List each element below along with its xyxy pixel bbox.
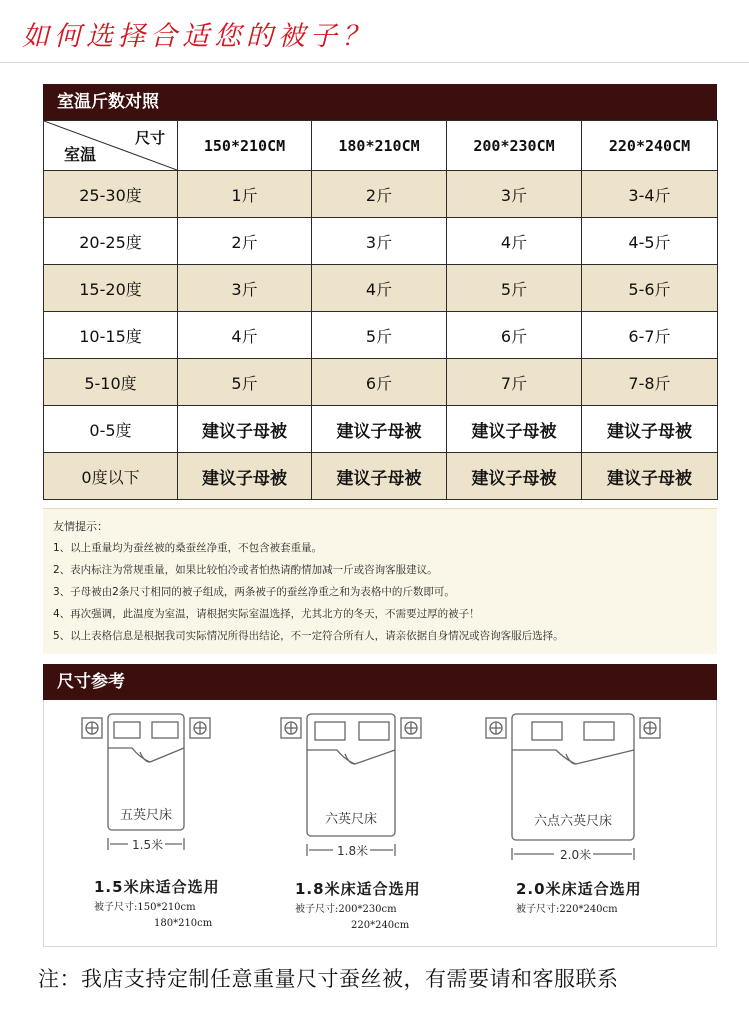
- fit-size: 被子尺寸:150*210cm: [94, 902, 196, 913]
- header-size-2: 180*210CM: [312, 121, 447, 171]
- weight-cell: 7斤: [447, 359, 582, 406]
- weight-cell: 4斤: [447, 218, 582, 265]
- bed-diagram-66ft: [484, 712, 694, 942]
- temp-cell: 10-15度: [44, 312, 178, 359]
- weight-cell: 5斤: [178, 359, 312, 406]
- fit-title: 2.0米床适合选用: [516, 880, 642, 898]
- table-row: [44, 312, 718, 359]
- table-row: [44, 406, 718, 453]
- weight-cell: 6-7斤: [582, 312, 718, 359]
- weight-cell: 2斤: [312, 171, 447, 218]
- header-size-1: 150*210CM: [178, 121, 312, 171]
- temp-cell: 0度以下: [44, 453, 178, 500]
- corner-temp-label: 室温: [64, 145, 97, 164]
- fit-size: 被子尺寸:200*230cm: [295, 904, 397, 915]
- page-title: 如何选择合适您的被子？: [22, 21, 374, 52]
- weight-cell: 建议子母被: [447, 406, 582, 453]
- weight-cell: 3斤: [447, 171, 582, 218]
- bed-width: 1.5米: [132, 838, 164, 852]
- fit-size: 220*240cm: [351, 920, 410, 931]
- weight-cell: 6斤: [447, 312, 582, 359]
- bed-diagram-6ft: [279, 712, 489, 942]
- table-corner-cell: [44, 121, 178, 171]
- weight-cell: 6斤: [312, 359, 447, 406]
- header-size-4: 220*240CM: [582, 121, 718, 171]
- weight-cell: 5-6斤: [582, 265, 718, 312]
- table-header-row: [44, 121, 718, 171]
- tip-item: 1、以上重量均为蚕丝被的桑蚕丝净重，不包含被套重量。: [53, 542, 323, 554]
- tips-heading: 友情提示：: [53, 520, 108, 533]
- weight-cell: 建议子母被: [312, 406, 447, 453]
- weight-cell: 1斤: [178, 171, 312, 218]
- bed-name: 六英尺床: [324, 812, 377, 827]
- tips-panel: [43, 508, 717, 654]
- temp-cell: 5-10度: [44, 359, 178, 406]
- table-row: [44, 359, 718, 406]
- weight-cell: 5斤: [447, 265, 582, 312]
- weight-cell: 建议子母被: [582, 453, 718, 500]
- weight-cell: 3斤: [178, 265, 312, 312]
- temp-cell: 15-20度: [44, 265, 178, 312]
- corner-size-label: 尺寸: [134, 129, 165, 147]
- temp-cell: 20-25度: [44, 218, 178, 265]
- table-row: [44, 453, 718, 500]
- fit-title: 1.5米床适合选用: [94, 878, 220, 896]
- table-row: [44, 218, 718, 265]
- fit-title: 1.8米床适合选用: [295, 880, 421, 898]
- weight-cell: 4斤: [178, 312, 312, 359]
- table-row: [44, 265, 718, 312]
- footer-note: 注：我店支持定制任意重量尺寸蚕丝被，有需要请和客服联系: [38, 967, 619, 991]
- size-reference-panel: [43, 700, 717, 947]
- table-row: [44, 171, 718, 218]
- weight-cell: 7-8斤: [582, 359, 718, 406]
- bed-diagram-5ft: [80, 712, 290, 942]
- temp-cell: 0-5度: [44, 406, 178, 453]
- header-size-3: 200*230CM: [447, 121, 582, 171]
- fit-size: 180*210cm: [154, 918, 213, 929]
- weight-cell: 5斤: [312, 312, 447, 359]
- table-section-header: 室温斤数对照: [43, 84, 717, 120]
- bed-width: 2.0米: [560, 848, 592, 862]
- tip-item: 4、再次强调，此温度为室温，请根据实际室温选择，尤其北方的冬天，不需要过厚的被子！: [53, 608, 480, 620]
- tip-item: 3、子母被由2条尺寸相同的被子组成，两条被子的蚕丝净重之和为表格中的斤数即可。: [53, 586, 455, 598]
- weight-cell: 4-5斤: [582, 218, 718, 265]
- weight-cell: 3-4斤: [582, 171, 718, 218]
- temp-cell: 25-30度: [44, 171, 178, 218]
- weight-cell: 3斤: [312, 218, 447, 265]
- bed-name: 六点六英尺床: [533, 814, 612, 829]
- title-divider: [0, 62, 749, 63]
- weight-cell: 建议子母被: [312, 453, 447, 500]
- fit-size: 被子尺寸:220*240cm: [516, 904, 618, 915]
- tip-item: 2、表内标注为常规重量，如果比较怕冷或者怕热请酌情加减一斤或咨询客服建议。: [53, 564, 438, 576]
- weight-table: [43, 120, 718, 500]
- bed-name: 五英尺床: [119, 808, 172, 823]
- weight-cell: 建议子母被: [178, 406, 312, 453]
- tip-item: 5、以上表格信息是根据我司实际情况所得出结论，不一定符合所有人，请亲依据自身情况或咨询客服后选择。: [53, 630, 564, 642]
- weight-cell: 建议子母被: [582, 406, 718, 453]
- size-section-header: 尺寸参考: [43, 664, 717, 700]
- bed-width: 1.8米: [337, 844, 369, 858]
- weight-cell: 2斤: [178, 218, 312, 265]
- weight-cell: 建议子母被: [178, 453, 312, 500]
- weight-cell: 建议子母被: [447, 453, 582, 500]
- weight-cell: 4斤: [312, 265, 447, 312]
